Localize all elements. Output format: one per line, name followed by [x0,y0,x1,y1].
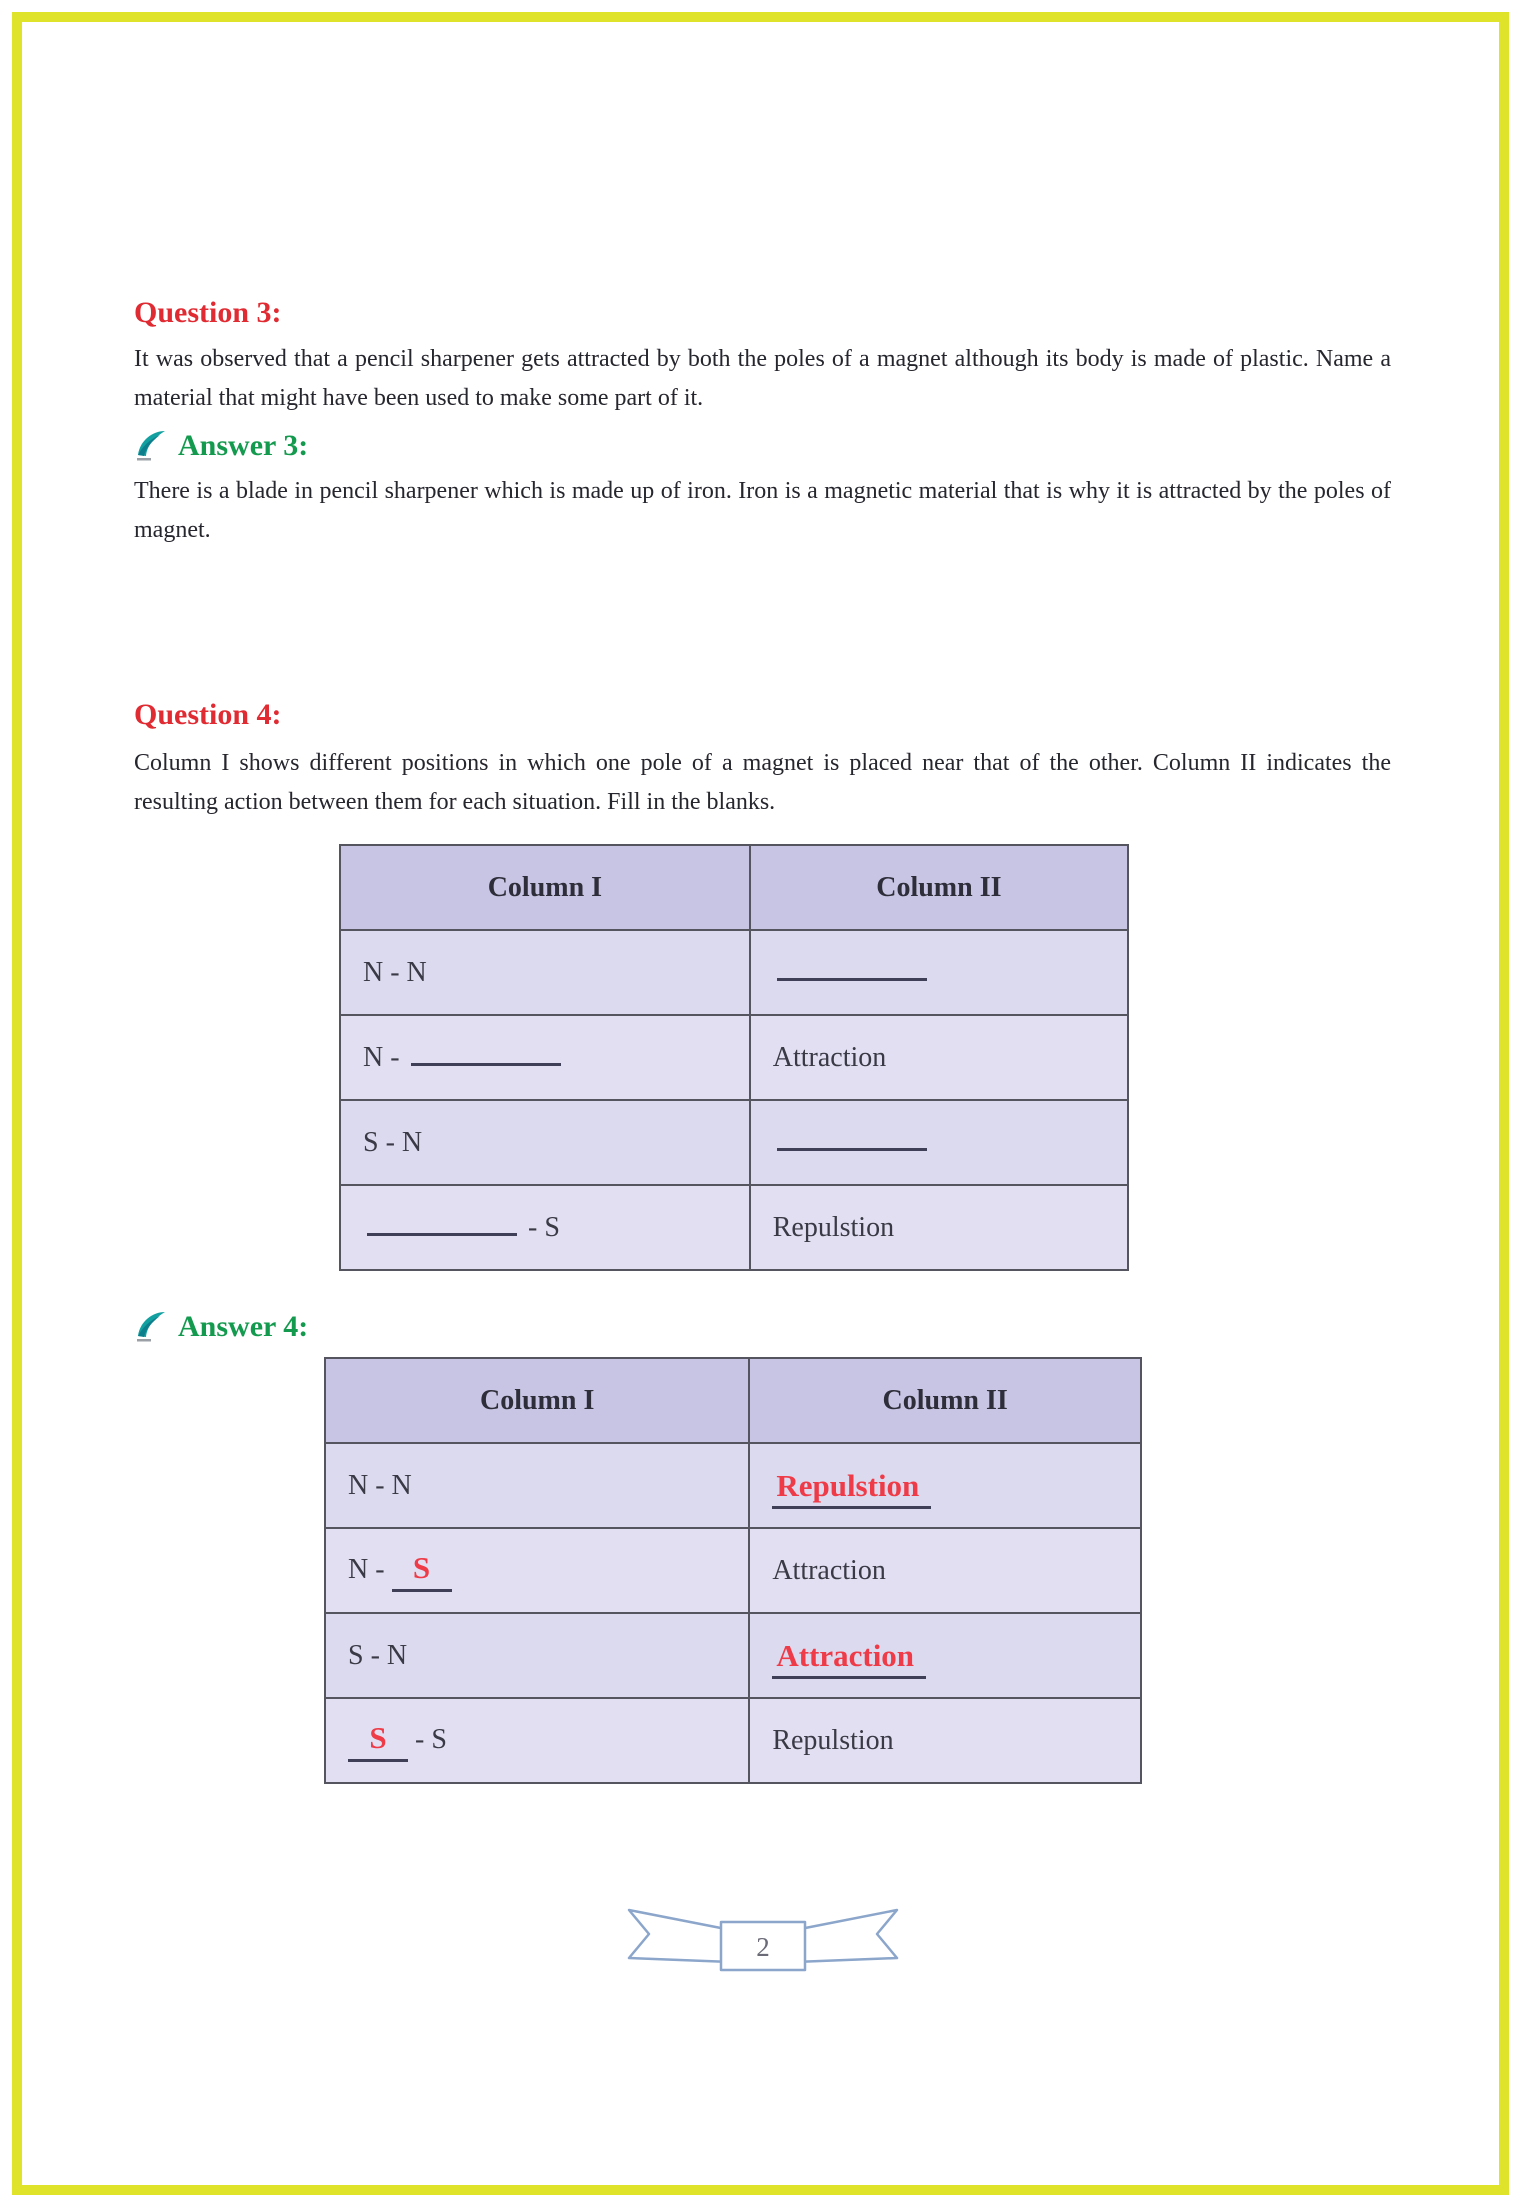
answer-4-heading-row [134,1307,1391,1347]
table-row [340,1015,1128,1100]
table-row [325,1528,1141,1613]
cell-text: Attraction [772,1041,887,1073]
table-row [325,1698,1141,1783]
blank-line [367,1217,517,1236]
answer-text: S [392,1550,452,1592]
question-4-body: Column I shows different positions in which one pole of a magnet is placed near that of the other. Column II indicates the resulting action between them for each situation. Fill in the blanks. [134,750,1391,815]
table-cell [325,1528,749,1613]
question-table [339,844,1129,1271]
blank-line [411,1047,561,1066]
answer-3-heading-row [134,426,1391,466]
answer-3-heading: Answer 3: [178,429,309,462]
column-1-header: Column I [325,1358,749,1443]
table-cell [340,1015,750,1100]
question-4-heading: Question 4: [134,698,282,731]
table-cell [750,1185,1128,1270]
ribbon-right-wing [795,1910,897,1962]
table-row [340,1185,1128,1270]
question-3-body: It was observed that a pencil sharpener gets attracted by both the poles of a magnet although its body is made of plastic. Name a material that might have been used to make some part of it. [134,346,1391,411]
answer-3-body: There is a blade in pencil sharpener which is made up of iron. Iron is a magnetic material that is why it is attracted by the poles of magnet. [134,478,1391,543]
column-1-header: Column I [340,845,750,930]
cell-text: S - N [363,1126,423,1158]
table-cell [325,1443,749,1528]
table-row [325,1443,1141,1528]
ribbon-left-wing [629,1910,731,1962]
column-2-header: Column II [750,845,1128,930]
table-row [325,1613,1141,1698]
table-cell [750,1100,1128,1185]
answer-text: Attraction [772,1638,926,1679]
cell-text: - S [408,1723,447,1755]
blank-line [777,1132,927,1151]
table-cell [750,930,1128,1015]
table-cell [749,1698,1141,1783]
cell-text: - S [521,1211,560,1243]
table-header-row [340,845,1128,930]
cell-text: N - [363,1041,407,1073]
table-cell [325,1613,749,1698]
cell-text: S - N [348,1639,408,1671]
cell-text: Repulstion [772,1211,895,1243]
cell-text: N - N [348,1469,412,1501]
page-number-ribbon [613,1902,913,1988]
answer-text: Repulstion [772,1468,931,1509]
table-cell [749,1443,1141,1528]
table-cell [325,1698,749,1783]
table-header-row [325,1358,1141,1443]
table-cell [749,1613,1141,1698]
answer-table [324,1357,1142,1784]
cell-text: N - [348,1553,392,1585]
table-cell [750,1015,1128,1100]
table-row [340,1100,1128,1185]
quill-swoosh-icon [134,1310,168,1344]
question-3-heading: Question 3: [134,296,282,329]
answer-text: S [348,1720,408,1762]
quill-swoosh-icon [134,429,168,463]
table-cell [340,1185,750,1270]
table-cell [749,1528,1141,1613]
page-number: 2 [755,1932,770,1962]
table-row [340,930,1128,1015]
blank-line [777,962,927,981]
cell-text: Repulstion [772,1724,894,1756]
table-cell [340,930,750,1015]
table-cell [340,1100,750,1185]
cell-text: Attraction [772,1554,886,1586]
cell-text: N - N [363,956,427,988]
column-2-header: Column II [749,1358,1141,1443]
answer-4-heading: Answer 4: [178,1310,309,1343]
